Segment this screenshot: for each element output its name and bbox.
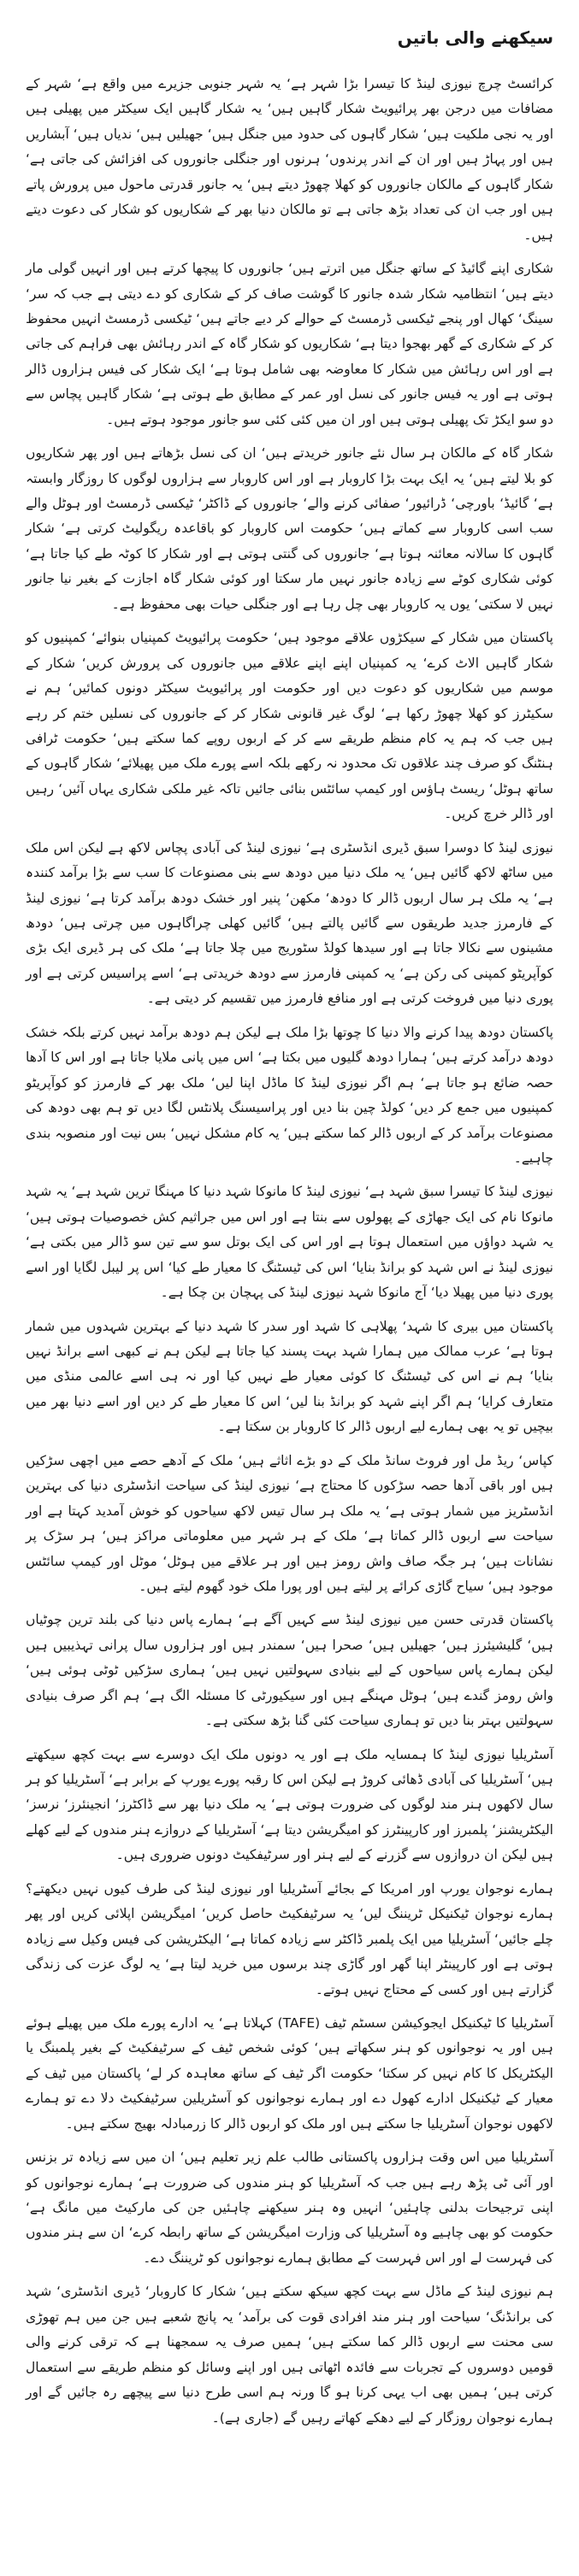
- article-paragraph: پاکستان میں شکار کے سیکڑوں علاقے موجود ہیں‘ حکومت پرائیویٹ کمپنیاں بنوائے‘ کمپنیوں کو شکار گاہیں الاٹ کرے‘ یہ کمپنیاں اپنے اپنے علاقے میں جانوروں کی پرورش کریں‘ شکار کے موسم میں شکاریوں کو دعوت دیں اور حکومت اور پرائیویٹ سیکٹر دونوں کمائیں‘ ہم نے سکیٹرز کو کھلا چھوڑ رکھا ہے‘ لوگ غیر قانونی شکار کر کے جانوروں کی نسلیں ختم کر رہے ہیں جب کہ ہم یہ کام منظم طریقے سے کر کے اربوں روپے کما سکتے ہیں‘ حکومت ٹرافی ہنٹنگ کو صرف چند علاقوں تک محدود نہ رکھے بلکہ اسے پورے ملک میں پھیلائے‘ شکار گاہوں کے ساتھ ہوٹل‘ ریسٹ ہاؤس اور کیمپ سائٹس بنائی جائیں تاکہ غیر ملکی شکاری یہاں آئیں‘ رہیں اور ڈالر خرچ کریں۔: [26, 630, 553, 822]
- article-paragraph: آسٹریلیا کا ٹیکنیکل ایجوکیشن سسٹم ٹیف (TAFE) کہلاتا ہے‘ یہ ادارے پورے ملک میں پھیلے ہوئے ہیں اور یہ نوجوانوں کو ہنر سکھاتے ہیں‘ کوئی شخص ٹیف کے سرٹیفکیٹ کے بغیر پلمبنگ یا الیکٹریکل کا کام نہیں کر سکتا‘ حکومت اگر ٹیف کے ساتھ معاہدہ کر لے‘ پاکستان میں ٹیف کے معیار کے ٹیکنیکل ادارے کھول دے اور ہمارے نوجوانوں کو آسٹریلین سرٹیفکیٹ دلا دے تو ہمارے لاکھوں نوجوان آسٹریلیا جا سکتے ہیں اور ملک کو اربوں ڈالر کا زرمبادلہ بھیج سکتے ہیں۔: [26, 2014, 553, 2132]
- article-paragraph: ہم نیوزی لینڈ کے ماڈل سے بہت کچھ سیکھ سکتے ہیں‘ شکار کا کاروبار‘ ڈیری انڈسٹری‘ شہد کی برانڈنگ‘ سیاحت اور ہنر مند افرادی قوت کی برآمد‘ یہ پانچ شعبے ہیں جن میں ہم تھوڑی سی محنت سے اربوں ڈالر کما سکتے ہیں‘ ہمیں صرف یہ سمجھنا ہے کہ ترقی کرنے والی قومیں دوسروں کے تجربات سے فائدہ اٹھاتی ہیں اور اپنے وسائل کو منظم طریقے سے استعمال کرتی ہیں‘ ہمیں بھی اب یہی کرنا ہو گا ورنہ ہم اسی طرح دنیا سے پیچھے رہ جائیں گے اور ہمارے نوجوان روزگار کے لیے دھکے کھاتے رہیں گے (جاری ہے)۔: [26, 2284, 553, 2426]
- article-paragraph: پاکستان قدرتی حسن میں نیوزی لینڈ سے کہیں آگے ہے‘ ہمارے پاس دنیا کی بلند ترین چوٹیاں ہیں‘ گلیشیئرز ہیں‘ جھیلیں ہیں‘ صحرا ہیں‘ سمندر ہیں اور ہزاروں سال پرانی تہذیبیں ہیں لیکن ہمارے پاس سیاحوں کے لیے بنیادی سہولتیں نہیں ہیں‘ ہماری سڑکیں ٹوٹی ہوئی ہیں‘ واش رومز گندے ہیں‘ ہوٹل مہنگے ہیں اور سیکیورٹی کا مسئلہ الگ ہے‘ ہم اگر صرف بنیادی سہولتیں بہتر بنا دیں تو ہماری سیاحت کئی گنا بڑھ سکتی ہے۔: [26, 1612, 553, 1729]
- article-body: [26, 72, 553, 2431]
- article-paragraph: آسٹریلیا میں اس وقت ہزاروں پاکستانی طالب علم زیر تعلیم ہیں‘ ان میں سے زیادہ تر بزنس اور آئی ٹی پڑھ رہے ہیں جب کہ آسٹریلیا کو ہنر مندوں کی ضرورت ہے‘ ہمارے نوجوانوں کو اپنی ترجیحات بدلنی چاہئیں‘ انہیں وہ ہنر سیکھنے چاہئیں جن کی مارکیٹ میں مانگ ہے‘ حکومت کو بھی چاہیے وہ آسٹریلیا کی وزارت امیگریشن کے ساتھ رابطہ کرے‘ ان سے ہنر مندوں کی فہرست لے اور اس فہرست کے مطابق ہمارے نوجوانوں کو ٹریننگ دے۔: [26, 2150, 553, 2266]
- article-title: سیکھنے والی باتیں: [397, 27, 553, 48]
- article-paragraph: کرائسٹ چرچ نیوزی لینڈ کا تیسرا بڑا شہر ہے‘ یہ شہر جنوبی جزیرے میں واقع ہے‘ شہر کے مضافات میں درجن بھر پرائیویٹ شکار گاہیں ہیں‘ یہ شکار گاہیں ایک سیکٹر میں پھیلی ہیں اور یہ نجی ملکیت ہیں‘ شکار گاہوں کی حدود میں جنگل ہیں‘ جھیلیں ہیں‘ ندیاں ہیں‘ آبشاریں ہیں اور پہاڑ ہیں اور ان کے اندر پرندوں‘ ہرنوں اور جنگلی جانوروں کی افزائش کی جاتی ہے‘ شکار گاہوں کے مالکان جانوروں کو کھلا چھوڑ دیتے ہیں‘ یہ جانور قدرتی ماحول میں پرورش پاتے ہیں اور جب ان کی تعداد بڑھ جاتی ہے تو مالکان دنیا بھر کے شکاریوں کو شکار کی دعوت دیتے ہیں۔: [26, 76, 553, 243]
- article-paragraph: پاکستان میں بیری کا شہد‘ پھلاہی کا شہد اور سدر کا شہد دنیا کے بہترین شہدوں میں شمار ہوتا ہے‘ عرب ممالک میں ہمارا شہد بہت پسند کیا جاتا ہے لیکن ہم نے کبھی اسے برانڈ نہیں بنایا‘ ہم نے اس کی ٹیسٹنگ کا کوئی معیار طے نہیں کیا اور نہ ہی اسے عالمی منڈی میں متعارف کرایا‘ ہم اگر اپنے شہد کو برانڈ بنا لیں‘ اس کا معیار طے کر دیں اور اسے دنیا بھر میں بیچیں تو یہ بھی ہمارے لیے اربوں ڈالر کا کاروبار بن سکتا ہے۔: [26, 1318, 553, 1435]
- article-paragraph: پاکستان دودھ پیدا کرنے والا دنیا کا چوتھا بڑا ملک ہے لیکن ہم دودھ برآمد نہیں کرتے بلکہ خشک دودھ درآمد کرتے ہیں‘ ہمارا دودھ گلیوں میں بکتا ہے‘ اس میں پانی ملایا جاتا ہے اور اس کا آدھا حصہ ضائع ہو جاتا ہے‘ ہم اگر نیوزی لینڈ کا ماڈل اپنا لیں‘ ملک بھر کے فارمرز کو کوآپریٹو کمپنیوں میں جمع کر دیں‘ کولڈ چین بنا دیں اور پراسیسنگ پلانٹس لگا دیں تو ہم بھی دودھ کی مصنوعات برآمد کر کے اربوں ڈالر کما سکتے ہیں‘ یہ کام مشکل نہیں‘ بس نیت اور منصوبہ بندی چاہیے۔: [26, 1024, 553, 1166]
- article-paragraph: نیوزی لینڈ کا تیسرا سبق شہد ہے‘ نیوزی لینڈ کا مانوکا شہد دنیا کا مہنگا ترین شہد ہے‘ یہ شہد مانوکا نام کی ایک جھاڑی کے پھولوں سے بنتا ہے اور اس میں جراثیم کش خصوصیات ہوتی ہیں‘ یہ شہد دواؤں میں استعمال ہوتا ہے اور اس کی ایک بوتل سو سے تین سو ڈالر میں بکتی ہے‘ نیوزی لینڈ نے اس شہد کو برانڈ بنایا‘ اس کی ٹیسٹنگ کا معیار طے کیا‘ اس پر لیبل لگایا اور اسے پوری دنیا میں پھیلا دیا‘ آج مانوکا شہد نیوزی لینڈ کی پہچان بن چکا ہے۔: [26, 1184, 553, 1301]
- article-paragraph: کپاس‘ ریڈ مل اور فروٹ سانڈ ملک کے دو بڑے اثاثے ہیں‘ ملک کے آدھے حصے میں اچھی سڑکیں ہیں اور باقی آدھا حصہ سڑکوں کا محتاج ہے‘ نیوزی لینڈ کی سیاحت انڈسٹری دنیا کی بہترین انڈسٹریز میں شمار ہوتی ہے‘ یہ ملک ہر سال تیس لاکھ سیاحوں کو خوش آمدید کہتا ہے اور سیاحت سے اربوں ڈالر کماتا ہے‘ ملک کے ہر شہر میں معلوماتی مراکز ہیں‘ ہر سڑک پر نشانات ہیں‘ ہر جگہ صاف واش رومز ہیں اور ہر علاقے میں ہوٹل‘ موٹل اور کیمپ سائٹس موجود ہیں‘ سیاح گاڑی کرائے پر لیتے ہیں اور پورا ملک خود گھوم لیتے ہیں۔: [26, 1452, 553, 1594]
- article-paragraph: ہمارے نوجوان یورپ اور امریکا کے بجائے آسٹریلیا اور نیوزی لینڈ کی طرف کیوں نہیں دیکھتے؟ ہمارے نوجوان ٹیکنیکل ٹریننگ لیں‘ یہ سرٹیفکیٹ حاصل کریں‘ امیگریشن اپلائی کریں اور پھر چلے جائیں‘ آسٹریلیا میں ایک پلمبر ڈاکٹر سے زیادہ کماتا ہے‘ الیکٹریشن کی فیس وکیل سے زیادہ ہوتی ہے اور کارپینٹر اپنا گھر اور گاڑی چند برسوں میں خرید لیتا ہے‘ یہ لوگ عزت کی زندگی گزارتے ہیں اور کسی کے محتاج نہیں ہوتے۔: [26, 1880, 553, 1997]
- article-paragraph: شکاری اپنے گائیڈ کے ساتھ جنگل میں اترتے ہیں‘ جانوروں کا پیچھا کرتے ہیں اور انہیں گولی مار دیتے ہیں‘ انتظامیہ شکار شدہ جانور کا گوشت صاف کر کے شکاری کو دے دیتی ہے جب کہ سر‘ سینگ‘ کھال اور پنجے ٹیکسی ڈرمسٹ کے حوالے کر دیے جاتے ہیں‘ ٹیکسی ڈرمسٹ انہیں محفوظ کر کے شکاری کے گھر بھجوا دیتا ہے‘ شکاریوں کو شکار گاہ کے اندر رہائش بھی فراہم کی جاتی ہے اور اس رہائش میں شکار کا معاوضہ بھی شامل ہوتا ہے‘ ایک شکار کی فیس ہزاروں ڈالر ہوتی ہے اور یہ فیس جانور کی نسل اور عمر کے مطابق طے ہوتی ہے‘ شکار گاہیں پچاس سے دو سو ایکڑ تک پھیلی ہوتی ہیں اور ان میں کئی کئی سو جانور موجود ہوتے ہیں۔: [26, 261, 553, 427]
- article-paragraph: نیوزی لینڈ کا دوسرا سبق ڈیری انڈسٹری ہے‘ نیوزی لینڈ کی آبادی پچاس لاکھ ہے لیکن اس ملک میں ساٹھ لاکھ گائیں ہیں‘ یہ ملک دنیا میں دودھ سے بنی مصنوعات کا سب سے بڑا برآمد کنندہ ہے‘ یہ ملک ہر سال اربوں ڈالر کا دودھ‘ مکھن‘ پنیر اور خشک دودھ برآمد کرتا ہے‘ نیوزی لینڈ کے فارمرز جدید طریقوں سے گائیں پالتے ہیں‘ گائیں کھلی چراگاہوں میں چرتی ہیں‘ دودھ مشینوں سے نکالا جاتا ہے اور سیدھا کولڈ سٹوریج میں چلا جاتا ہے‘ ملک کی ہر ڈیری ایک بڑی کوآپریٹو کمپنی کی رکن ہے‘ یہ کمپنی فارمرز سے دودھ خریدتی ہے‘ اسے پراسیس کرتی ہے اور پوری دنیا میں فروخت کرتی ہے اور منافع فارمرز میں تقسیم کر دیتی ہے۔: [26, 839, 553, 1007]
- article-paragraph: شکار گاہ کے مالکان ہر سال نئے جانور خریدتے ہیں‘ ان کی نسل بڑھاتے ہیں اور پھر شکاریوں کو بلا لیتے ہیں‘ یہ ایک بہت بڑا کاروبار ہے اور اس کاروبار سے ہزاروں لوگوں کا روزگار وابستہ ہے‘ گائیڈ‘ باورچی‘ ڈرائیور‘ صفائی کرنے والے‘ جانوروں کے ڈاکٹر‘ ٹیکسی ڈرمسٹ اور ہوٹل والے سب اسی کاروبار سے کماتے ہیں‘ حکومت اس کاروبار کو باقاعدہ ریگولیٹ کرتی ہے‘ شکار گاہوں کا سالانہ معائنہ ہوتا ہے‘ جانوروں کی گنتی ہوتی ہے اور شکار کا کوٹہ طے کیا جاتا ہے‘ کوئی شکاری کوٹے سے زیادہ جانور نہیں مار سکتا اور کوئی شکار گاہ اجازت کے بغیر نیا جانور نہیں لا سکتی‘ یوں یہ کاروبار بھی چل رہا ہے اور جنگلی حیات بھی محفوظ ہے۔: [26, 445, 553, 612]
- article-paragraph: آسٹریلیا نیوزی لینڈ کا ہمسایہ ملک ہے اور یہ دونوں ملک ایک دوسرے سے بہت کچھ سیکھتے ہیں‘ آسٹریلیا کی آبادی ڈھائی کروڑ ہے لیکن اس کا رقبہ پورے یورپ کے برابر ہے‘ آسٹریلیا کو ہر سال لاکھوں ہنر مند لوگوں کی ضرورت ہوتی ہے‘ یہ ملک دنیا بھر سے ڈاکٹرز‘ انجینئرز‘ نرسز‘ الیکٹریشنز‘ پلمبرز اور کارپینٹرز کو امیگریشن دیتا ہے‘ آسٹریلیا کے دروازے ہنر مندوں کے لیے کھلے ہیں لیکن ان دروازوں سے گزرنے کے لیے ہنر اور سرٹیفکیٹ دونوں ضروری ہیں۔: [26, 1746, 553, 1863]
